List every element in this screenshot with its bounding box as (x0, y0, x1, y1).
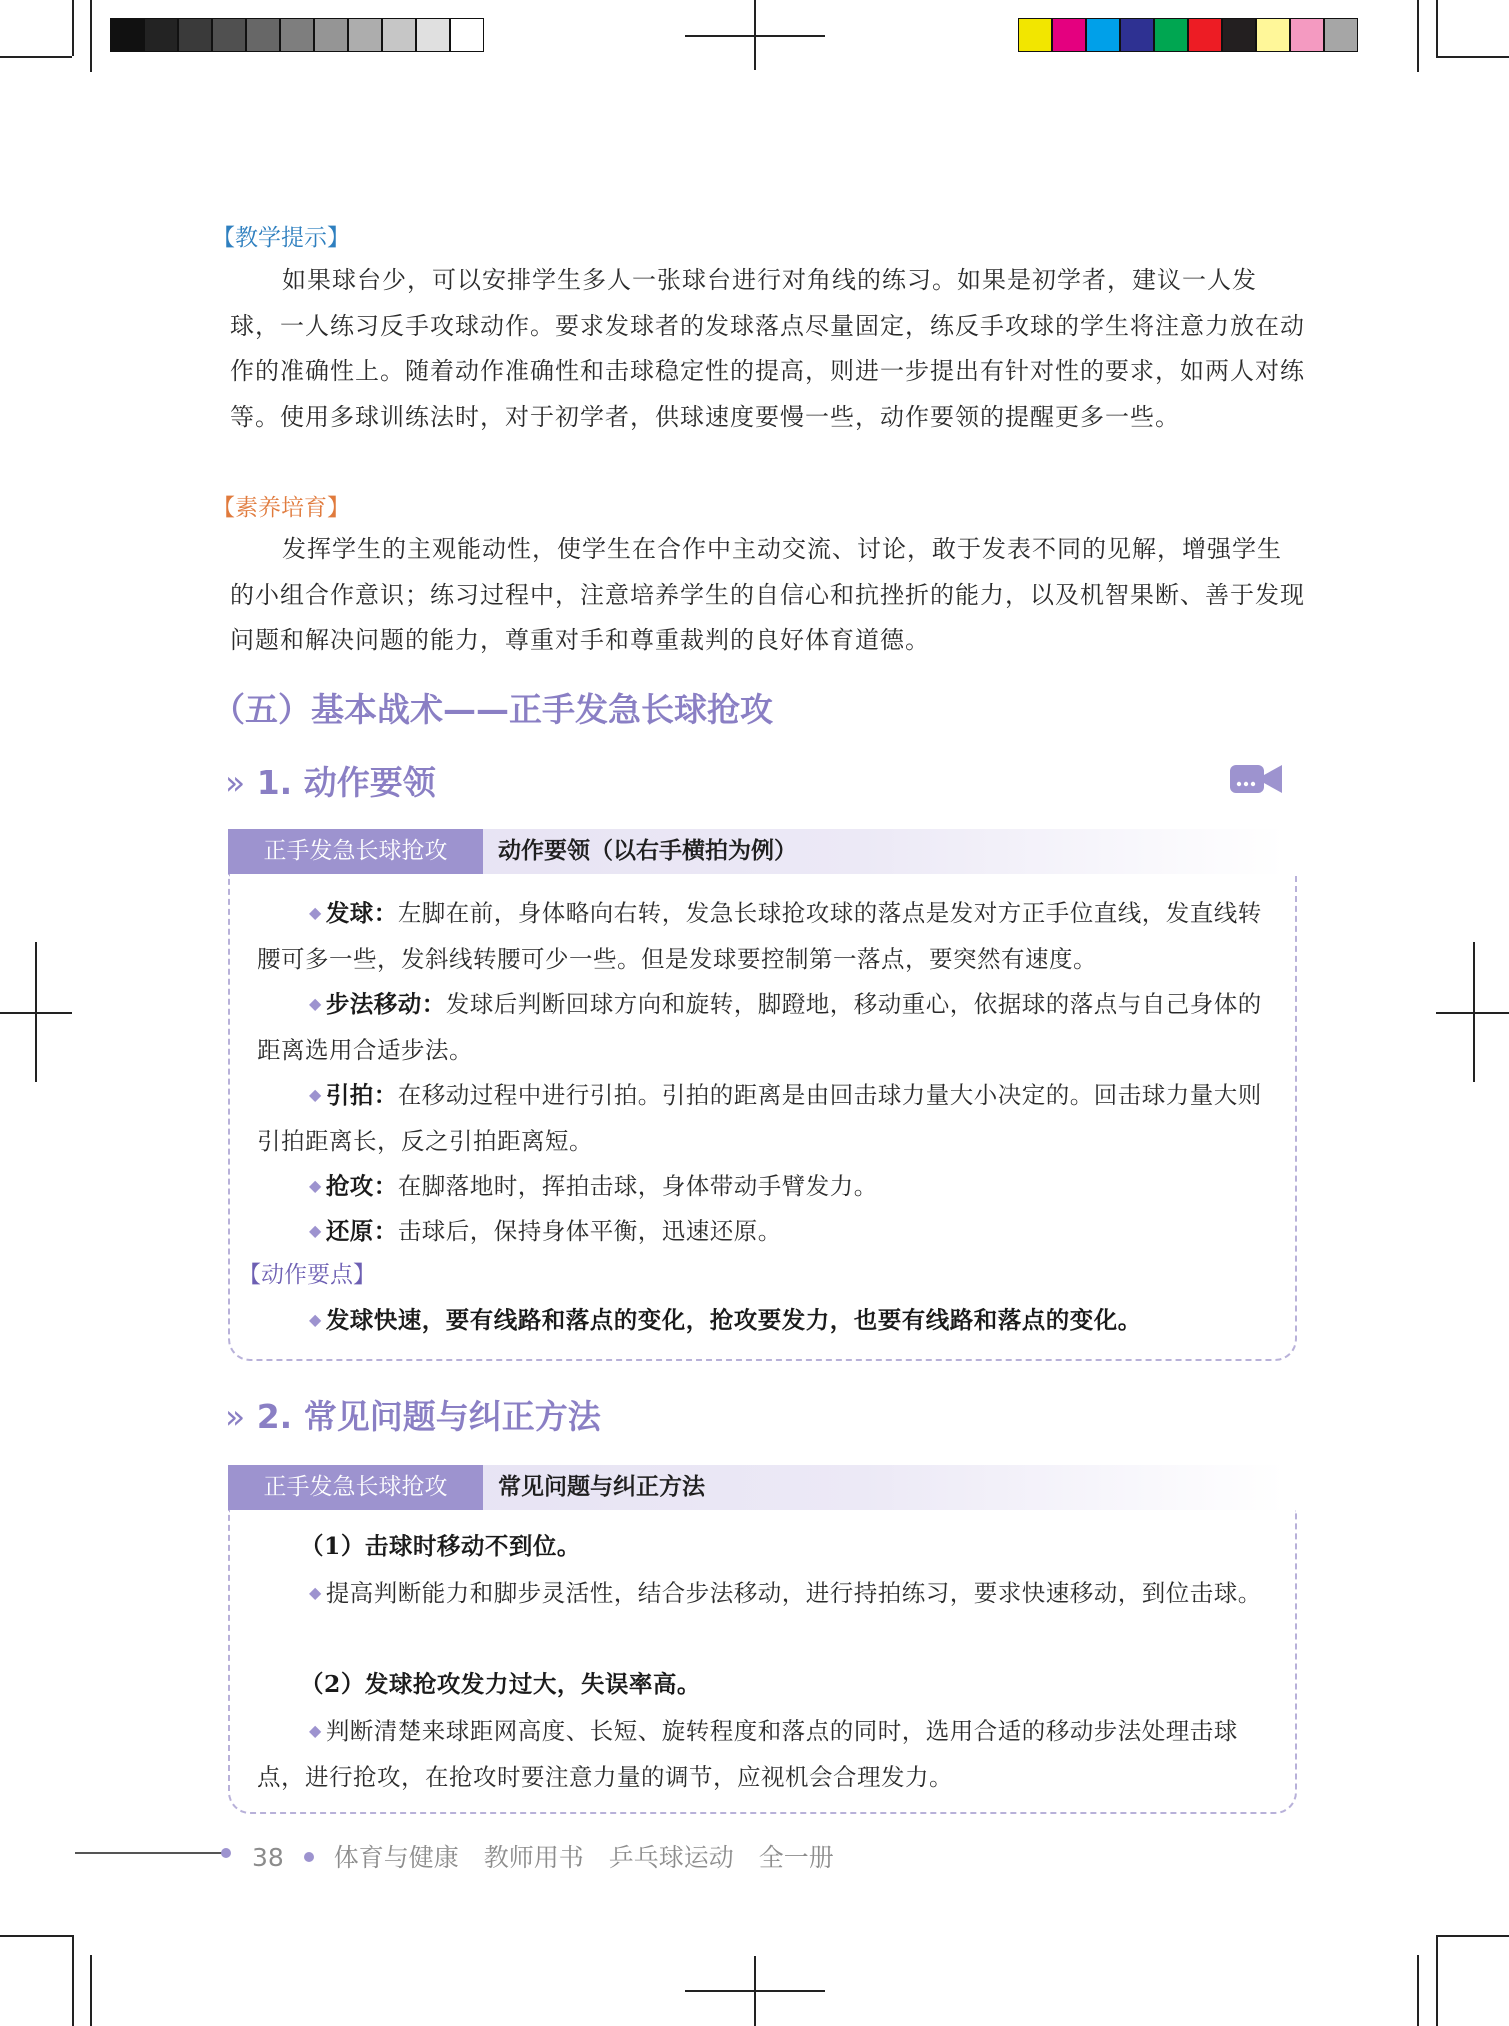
gray-swatch (144, 18, 178, 52)
diamond-bullet-icon: ◆ (309, 1176, 322, 1195)
item-footwork-term: 步法移动： (325, 990, 446, 1018)
diamond-bullet-icon: ◆ (309, 1085, 322, 1104)
item-recover (257, 1208, 1269, 1255)
problem-1-fix-text: 提高判断能力和脚步灵活性，结合步法移动，进行持拍练习，要求快速移动，到位击球。 (325, 1579, 1262, 1607)
item-footwork (257, 981, 1269, 1073)
item-backswing (257, 1072, 1269, 1164)
item-recover-term: 还原： (325, 1217, 398, 1245)
gray-swatch (246, 18, 280, 52)
color-swatch (1188, 18, 1222, 52)
color-swatch (1086, 18, 1120, 52)
item-backswing-term: 引拍： (325, 1081, 398, 1109)
gray-swatch (416, 18, 450, 52)
gray-swatch (280, 18, 314, 52)
panel-1-header (228, 829, 1285, 874)
footer-dot-left (221, 1848, 231, 1858)
color-swatch (1290, 18, 1324, 52)
gray-swatch (314, 18, 348, 52)
diamond-bullet-icon: ◆ (309, 1221, 322, 1240)
section-title: （五）基本战术——正手发急长球抢攻 (212, 690, 773, 729)
panel-1-heading: 动作要领（以右手横拍为例） (498, 838, 797, 864)
item-attack-term: 抢攻： (325, 1172, 398, 1200)
gray-swatch (382, 18, 416, 52)
color-swatch (1154, 18, 1188, 52)
item-backswing-text: 在移动过程中进行引拍。引拍的距离是由回击球力量大小决定的。回击球力量大则引拍距离长，反之引拍距离短。 (257, 1081, 1262, 1155)
video-camera-icon[interactable] (1230, 763, 1282, 795)
gray-swatch (450, 18, 484, 52)
item-attack (257, 1163, 1269, 1210)
problem-2-title: （2）发球抢攻发力过大，失误率高。 (300, 1670, 701, 1698)
problem-2-fix (257, 1708, 1269, 1800)
footer-dot-separator (304, 1852, 314, 1862)
panel-2-tag: 正手发急长球抢攻 (228, 1465, 483, 1510)
footer (252, 1838, 834, 1874)
color-swatch (1052, 18, 1086, 52)
color-swatch (1120, 18, 1154, 52)
diamond-bullet-icon: ◆ (309, 994, 322, 1013)
teaching-tip-label: 【教学提示】 (212, 225, 350, 251)
diamond-bullet-icon: ◆ (309, 903, 322, 922)
page-number: 38 (252, 1843, 284, 1872)
action-points-label: 【动作要点】 (238, 1262, 376, 1288)
item-footwork-text: 发球后判断回球方向和旋转，脚蹬地，移动重心，依据球的落点与自己身体的距离选用合适步法。 (257, 990, 1262, 1064)
problem-1-title: （1）击球时移动不到位。 (300, 1532, 581, 1560)
color-swatch (1324, 18, 1358, 52)
color-swatch (1222, 18, 1256, 52)
subsection-2-heading (225, 1391, 601, 1438)
footer-rule (75, 1852, 225, 1854)
item-recover-text: 击球后，保持身体平衡，迅速还原。 (397, 1217, 782, 1245)
subsection-1-marker: » (225, 763, 246, 802)
action-points-text: 发球快速，要有线路和落点的变化，抢攻要发力，也要有线路和落点的变化。 (325, 1306, 1142, 1334)
item-attack-text: 在脚落地时，挥拍击球，身体带动手臂发力。 (397, 1172, 878, 1200)
subsection-1-title: 1. 动作要领 (256, 763, 436, 802)
gray-swatch (348, 18, 382, 52)
panel-2-heading: 常见问题与纠正方法 (498, 1474, 705, 1500)
diamond-bullet-icon: ◆ (309, 1310, 322, 1329)
item-serve (257, 890, 1269, 982)
book-title: 体育与健康 教师用书 乒乓球运动 全一册 (333, 1843, 834, 1872)
problem-2-fix-text: 判断清楚来球距网高度、长短、旋转程度和落点的同时，选用合适的移动步法处理击球点，进行抢攻，在抢攻时要注意力量的调节，应视机会合理发力。 (257, 1717, 1238, 1791)
subsection-2-title: 2. 常见问题与纠正方法 (256, 1397, 601, 1436)
gray-swatch (110, 18, 144, 52)
literacy-text: 发挥学生的主观能动性，使学生在合作中主动交流、讨论，敢于发表不同的见解，增强学生的小组合作意识；练习过程中，注意培养学生的自信心和抗挫折的能力，以及机智果断、善于发现问题和解决问题的能力，尊重对手和尊重裁判的良好体育道德。 (230, 535, 1305, 654)
color-swatch (1018, 18, 1052, 52)
item-serve-term: 发球： (325, 899, 398, 927)
subsection-2-marker: » (225, 1397, 246, 1436)
diamond-bullet-icon: ◆ (309, 1583, 322, 1602)
panel-1-tag: 正手发急长球抢攻 (228, 829, 483, 874)
subsection-1-heading (225, 757, 436, 804)
gray-swatch (212, 18, 246, 52)
literacy-label: 【素养培育】 (212, 495, 350, 521)
diamond-bullet-icon: ◆ (309, 1721, 322, 1740)
teaching-tip-text: 如果球台少，可以安排学生多人一张球台进行对角线的练习。如果是初学者，建议一人发球，一人练习反手攻球动作。要求发球者的发球落点尽量固定，练反手攻球的学生将注意力放在动作的准确性上。随着动作准确性和击球稳定性的提高，则进一步提出有针对性的要求，如两人对练等。使用多球训练法时，对于初学者，供球速度要慢一些，动作要领的提醒更多一些。 (230, 266, 1305, 431)
color-swatch (1256, 18, 1290, 52)
gray-swatch (178, 18, 212, 52)
action-points (257, 1297, 1269, 1344)
item-serve-text: 左脚在前，身体略向右转，发急长球抢攻球的落点是发对方正手位直线，发直线转腰可多一些，发斜线转腰可少一些。但是发球要控制第一落点，要突然有速度。 (257, 899, 1262, 973)
panel-2-header (228, 1465, 1285, 1510)
problem-1-fix (257, 1570, 1269, 1617)
